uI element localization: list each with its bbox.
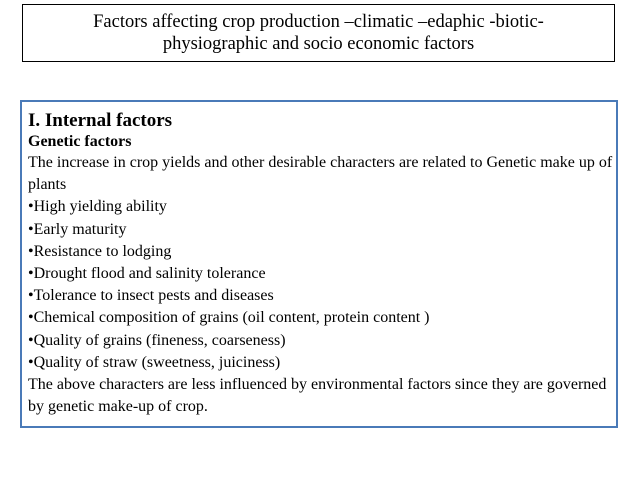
bullet-item-high-yielding: •High yielding ability [28,198,167,216]
bullet-item-early-maturity: •Early maturity [28,220,127,238]
bullet-item-straw-quality: •Quality of straw (sweetness, juiciness) [28,353,281,371]
bullet-item-grain-quality: •Quality of grains (fineness, coarseness) [28,331,286,349]
title-box [22,4,615,62]
bullet-item-lodging-resistance: •Resistance to lodging [28,242,172,260]
bullet-item-chemical-composition: •Chemical composition of grains (oil content, protein content ) [28,309,430,327]
section-heading: I. Internal factors [28,110,173,131]
intro-paragraph: The increase in crop yields and other desirable characters are related to Genetic make up of plants [28,154,613,194]
conclusion-paragraph: The above characters are less influenced by environmental factors since they are governed by genetic make-up of crop. [28,376,607,416]
slide-title: Factors affecting crop production –climatic –edaphic -biotic-physiographic and socio economic factors [93,12,544,54]
sub-heading: Genetic factors [28,133,132,150]
bullet-item-pest-tolerance: •Tolerance to insect pests and diseases [28,287,274,305]
content-box [20,100,618,428]
bullet-list [28,196,616,374]
bullet-item-stress-tolerance: •Drought flood and salinity tolerance [28,265,266,283]
